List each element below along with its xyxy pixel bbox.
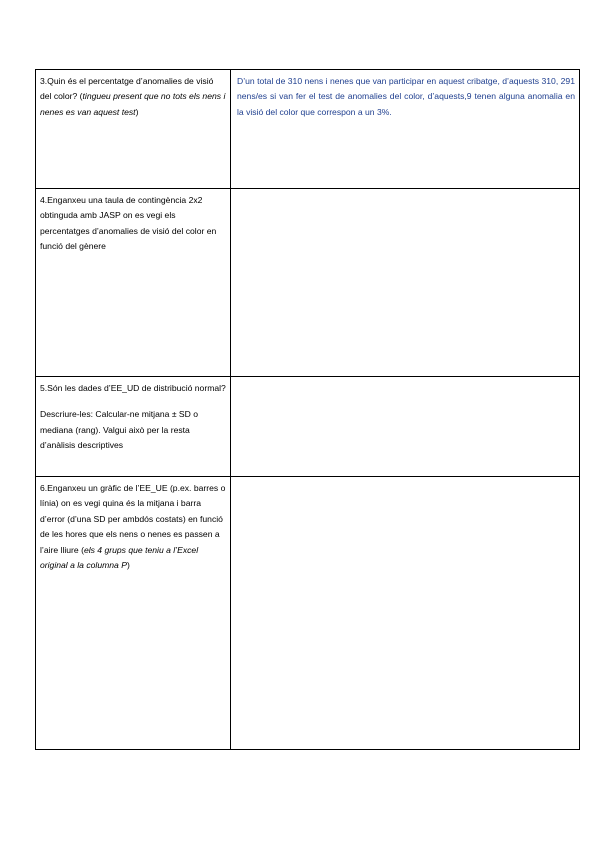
question-text: 5.Són les dades d’EE_UD de distribució normal? — [40, 383, 226, 393]
table-row — [36, 70, 580, 189]
question-text-end: ) — [126, 560, 130, 571]
question-subtext: Descriure-les: Calcular-ne mitjana ± SD o mediana (rang). Valgui això per la resta d’anàlisis descriptives — [40, 409, 199, 451]
question-cell — [36, 189, 231, 377]
answer-cell[interactable] — [231, 189, 580, 377]
question-cell — [36, 70, 231, 189]
answer-text[interactable]: D’un total de 310 nens i nenes que van participar en aquest cribatge, d’aquests 310, 291 nens/es si van fer el test de anomalies del color, d’aquests,9 tenen alguna anomalia en la visió del color que correspon a un 3%. — [237, 76, 575, 117]
question-text-main: 3.Quin és el percentatge d’anomalies de visió del color? ( — [40, 76, 214, 102]
question-text — [40, 74, 226, 120]
question-note: els 4 grups que teniu a l’Excel original a la columna P — [40, 544, 199, 571]
question-text: 4.Enganxeu una taula de contingència 2x2 obtinguda amb JASP on es vegi els percentatges d’anomalies de visió del color en funció del gènere — [40, 195, 217, 252]
answer-cell[interactable] — [231, 377, 580, 477]
questions-table — [35, 69, 580, 750]
question-text — [40, 481, 226, 573]
table-row — [36, 377, 580, 477]
answer-cell[interactable] — [231, 70, 580, 189]
question-cell — [36, 477, 231, 750]
question-note: tingueu present que no tots els nens i nenes es van aquest test — [40, 91, 226, 117]
question-cell — [36, 377, 231, 477]
table-row — [36, 477, 580, 750]
question-text-end: ) — [135, 106, 139, 117]
table-row — [36, 189, 580, 377]
answer-cell[interactable] — [231, 477, 580, 750]
question-text-main: 6.Enganxeu un gràfic de l’EE_UE (p.ex. barres o línia) on es vegi quina és la mitjana i barra d’error (d’una SD per ambdós costats) en funció de les hores que els nens o nenes es passen a l’aire lliure ( — [40, 483, 226, 555]
paragraph-gap — [40, 396, 226, 407]
